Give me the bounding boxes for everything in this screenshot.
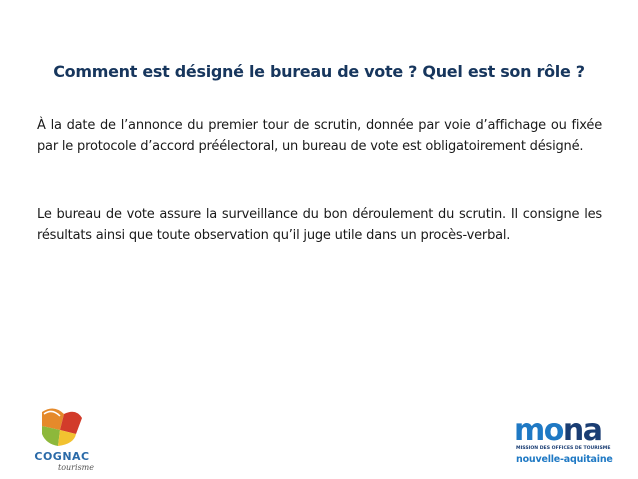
tourisme-wordmark: tourisme — [58, 463, 94, 472]
paragraph-role: Le bureau de vote assure la surveillance du bon déroulement du scrutin. Il consigne les résultats ainsi que toute observation qu’il juge utile dans un procès-verbal. — [37, 207, 602, 243]
slide-title: Comment est désigné le bureau de vote ? Quel est son rôle ? — [53, 62, 585, 81]
mona-wordmark — [514, 413, 602, 448]
cognac-emblem-icon — [30, 404, 94, 450]
cognac-wordmark: COGNAC — [34, 450, 90, 463]
mona-region: nouvelle-aquitaine — [516, 454, 613, 465]
cognac-tourisme-logo — [30, 404, 94, 472]
mona-subtitle: MISSION DES OFFICES DE TOURISME — [516, 446, 611, 451]
paragraph-designation: À la date de l’annonce du premier tour de scrutin, donnée par voie d’affichage ou fixée par le protocole d’accord préélectoral, un bureau de vote est obligatoirement désigné. — [37, 118, 602, 154]
mona-wordmark-na: na — [562, 413, 602, 448]
mona-wordmark-mo: mo — [514, 413, 563, 448]
mona-logo — [514, 413, 630, 468]
